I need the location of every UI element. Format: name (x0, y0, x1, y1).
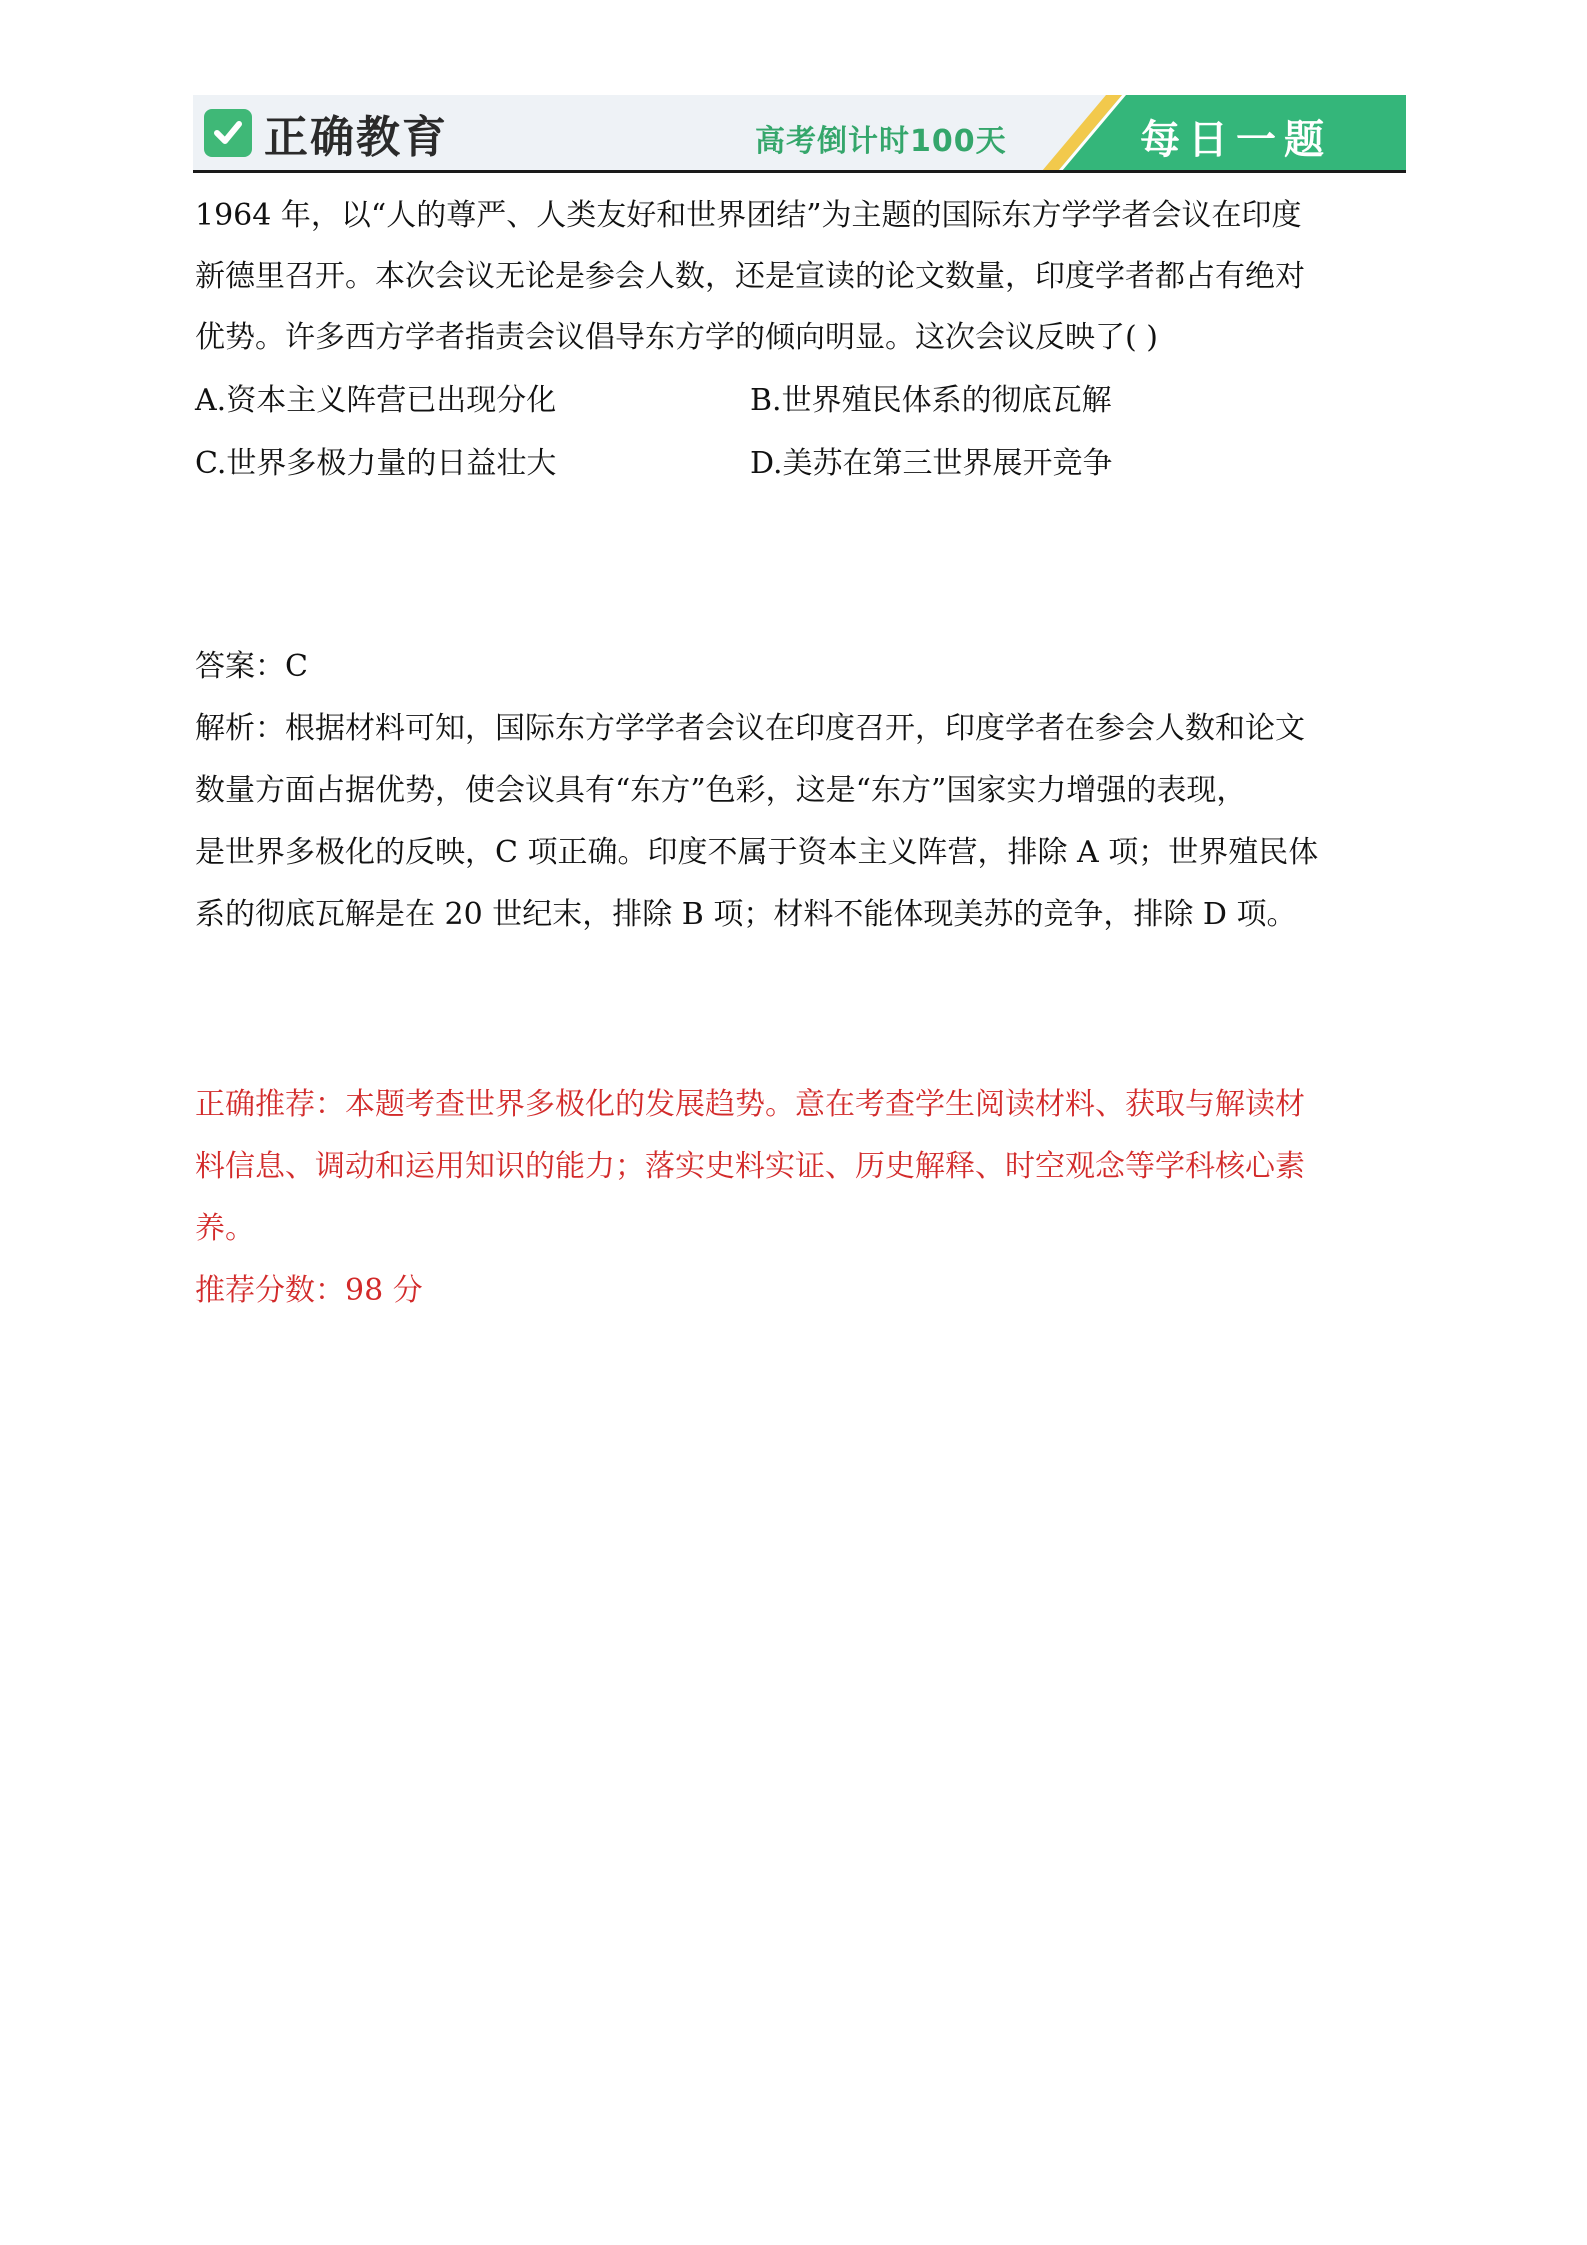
recommendation-line: 养。 (195, 1211, 255, 1246)
question-line: 新德里召开。本次会议无论是参会人数，还是宣读的论文数量，印度学者都占有绝对 (195, 259, 1305, 294)
question-line: 优势。许多西方学者指责会议倡导东方学的倾向明显。这次会议反映了( ) (195, 320, 1158, 355)
checkmark-icon (204, 109, 252, 157)
logo (204, 103, 448, 163)
question-line: 1964 年，以“人的尊严、人类友好和世界团结”为主题的国际东方学学者会议在印度 (195, 198, 1302, 233)
option-d: D.美苏在第三世界展开竞争 (750, 446, 1113, 481)
answer-label: 答案：C (195, 649, 308, 684)
analysis-line: 是世界多极化的反映，C 项正确。印度不属于资本主义阵营，排除 A 项；世界殖民体 (195, 835, 1319, 870)
option-b: B.世界殖民体系的彻底瓦解 (750, 383, 1112, 418)
header-divider (193, 170, 1406, 173)
ribbon-label: 每日一题 (1140, 117, 1332, 163)
recommendation-score: 推荐分数：98 分 (195, 1273, 423, 1308)
recommendation-line: 料信息、调动和运用知识的能力；落实史料实证、历史解释、时空观念等学科核心素 (195, 1149, 1305, 1184)
option-a: A.资本主义阵营已出现分化 (195, 383, 557, 418)
option-c: C.世界多极力量的日益壮大 (195, 446, 557, 481)
recommendation-line: 正确推荐：本题考查世界多极化的发展趋势。意在考查学生阅读材料、获取与解读材 (195, 1087, 1305, 1122)
analysis-line: 系的彻底瓦解是在 20 世纪末，排除 B 项；材料不能体现美苏的竞争，排除 D 项。 (195, 897, 1297, 932)
analysis-line: 数量方面占据优势，使会议具有“东方”色彩，这是“东方”国家实力增强的表现， (195, 773, 1247, 808)
analysis-line: 解析：根据材料可知，国际东方学学者会议在印度召开，印度学者在参会人数和论文 (195, 711, 1305, 746)
countdown-text: 高考倒计时100天 (755, 124, 1007, 159)
logo-text: 正确教育 (264, 112, 448, 163)
